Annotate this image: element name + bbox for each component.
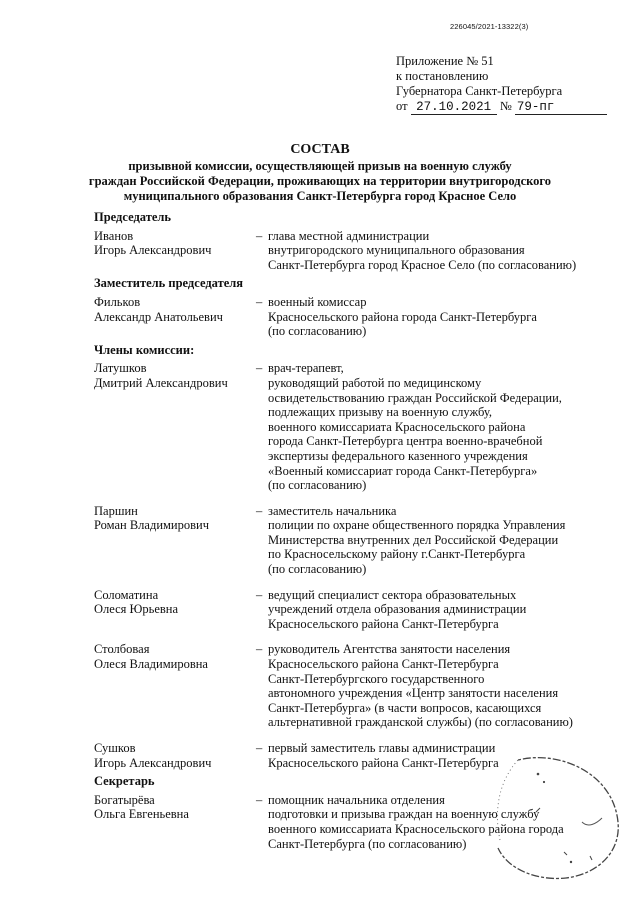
role-line: автономного учреждения «Центр занятости населения (268, 686, 559, 701)
role-line: учреждений отдела образования администрации (268, 602, 527, 617)
role-line: военный комиссар (268, 294, 367, 309)
title-line-1: призывной комиссии, осуществляющей призыв на военную службу (128, 159, 512, 173)
secretary-heading: Секретарь (94, 774, 155, 789)
role-line: Санкт-Петербурга город Красное Село (по согласованию) (268, 257, 577, 272)
role-line: Министерства внутренних дел Российской Федерации (268, 532, 559, 547)
member-surname: Богатырёва (94, 792, 155, 807)
member-role (268, 588, 614, 632)
role-line: руководитель Агентства занятости населения (268, 642, 511, 657)
dash-separator: – (256, 642, 263, 657)
member-name (94, 295, 256, 339)
document-title (60, 142, 580, 204)
member-surname: Сушков (94, 741, 136, 755)
member-entry-solomatina (94, 588, 614, 632)
member-given-name: Игорь Александрович (94, 243, 212, 258)
member-name (94, 741, 256, 770)
role-line: Красносельского района Санкт-Петербурга (268, 657, 499, 672)
role-line: подлежащих призыву на военную службу, (268, 405, 492, 420)
appendix-date-line (396, 99, 607, 115)
decree-number: 79-пг (515, 101, 607, 115)
member-given-name: Роман Владимирович (94, 518, 209, 533)
title-line-2: граждан Российской Федерации, проживающих на территории внутригородского (88, 174, 552, 188)
chairman-heading: Председатель (94, 210, 172, 224)
member-name (94, 793, 256, 851)
member-surname: Паршин (94, 503, 138, 518)
title-line-3: муниципального образования Санкт-Петербурга город Красное Село (123, 189, 517, 203)
member-name (94, 229, 256, 273)
member-surname: Фильков (94, 294, 141, 309)
role-line: экспертизы федерального казенного учреждения (268, 448, 528, 463)
document-registration-number: 226045/2021-13322(3) (450, 22, 529, 31)
appendix-line-3: Губернатора Санкт-Петербурга (396, 84, 563, 98)
dash-separator: – (256, 294, 263, 309)
role-line: альтернативной гражданской службы) (по согласованию) (268, 715, 573, 730)
number-prefix: № (499, 99, 512, 113)
role-line: Санкт-Петербургского государственного (268, 671, 485, 686)
date-prefix: от (396, 99, 408, 113)
role-line: ведущий специалист сектора образовательных (268, 587, 517, 602)
official-seal-stamp (478, 752, 628, 882)
role-line: (по согласованию) (268, 562, 367, 577)
role-line: (по согласованию) (268, 478, 367, 493)
role-line: военного комиссариата Красносельского района города (268, 821, 564, 836)
member-name (94, 504, 256, 577)
role-line: освидетельствованию граждан Российской Федерации, (268, 390, 562, 405)
member-entry-stolbovaya (94, 642, 614, 730)
member-name (94, 588, 256, 632)
role-line: помощник начальника отделения (268, 792, 445, 807)
role-line: заместитель начальника (268, 503, 397, 518)
decree-date: 27.10.2021 (411, 101, 497, 115)
member-given-name: Игорь Александрович (94, 755, 212, 770)
members-heading: Члены комиссии: (94, 342, 195, 357)
member-name (94, 361, 256, 492)
member-given-name: Александр Анатольевич (94, 309, 223, 324)
member-given-name: Олеся Владимировна (94, 657, 208, 672)
member-role (268, 361, 614, 492)
member-role (268, 504, 614, 577)
member-surname: Иванов (94, 228, 134, 243)
member-given-name: Дмитрий Александрович (94, 375, 228, 390)
role-line: военного комиссариата Красносельского района (268, 419, 526, 434)
role-line: Красносельского района Санкт-Петербурга (268, 755, 499, 770)
member-name (94, 642, 256, 730)
role-line: «Военный комиссариат города Санкт-Петербурга» (268, 463, 538, 478)
deputy-heading: Заместитель председателя (94, 276, 244, 291)
role-line: полиции по охране общественного порядка Управления (268, 518, 566, 533)
appendix-line-2: к постановлению (396, 69, 489, 83)
dash-separator: – (256, 503, 263, 518)
member-entry-filkov (94, 295, 614, 339)
dash-separator: – (256, 587, 263, 602)
role-line: подготовки и призыва граждан на военную службу (268, 807, 540, 822)
role-line: внутригородского муниципального образования (268, 243, 525, 258)
appendix-line-1: Приложение № 51 (396, 54, 494, 68)
dash-separator: – (256, 741, 263, 755)
member-entry-parshin (94, 504, 614, 577)
member-entry-ivanov (94, 229, 614, 273)
member-given-name: Ольга Евгеньевна (94, 807, 189, 822)
member-surname: Соломатина (94, 587, 159, 602)
role-line: по Красносельскому району г.Санкт-Петербурга (268, 547, 526, 562)
appendix-block (396, 54, 607, 115)
role-line: Красносельского района Санкт-Петербурга (268, 616, 499, 631)
dash-separator: – (256, 228, 263, 243)
role-line: Санкт-Петербурга (по согласованию) (268, 836, 467, 851)
role-line: глава местной администрации (268, 228, 430, 243)
title-main: СОСТАВ (290, 142, 350, 157)
role-line: Санкт-Петербурга» (в части вопросов, касающихся (268, 700, 542, 715)
role-line: первый заместитель главы администрации (268, 741, 496, 755)
member-surname: Латушков (94, 361, 147, 376)
member-given-name: Олеся Юрьевна (94, 602, 179, 617)
role-line: врач-терапевт, (268, 361, 344, 376)
dash-separator: – (256, 792, 263, 807)
member-role (268, 642, 614, 730)
member-entry-latushkov (94, 361, 614, 492)
role-line: руководящий работой по медицинскому (268, 375, 482, 390)
member-role (268, 229, 614, 273)
role-line: (по согласованию) (268, 324, 367, 339)
role-line: Красносельского района города Санкт-Петербурга (268, 309, 537, 324)
dash-separator: – (256, 361, 263, 376)
member-surname: Столбовая (94, 642, 150, 657)
role-line: города Санкт-Петербурга центра военно-врачебной (268, 434, 543, 449)
member-role (268, 295, 614, 339)
